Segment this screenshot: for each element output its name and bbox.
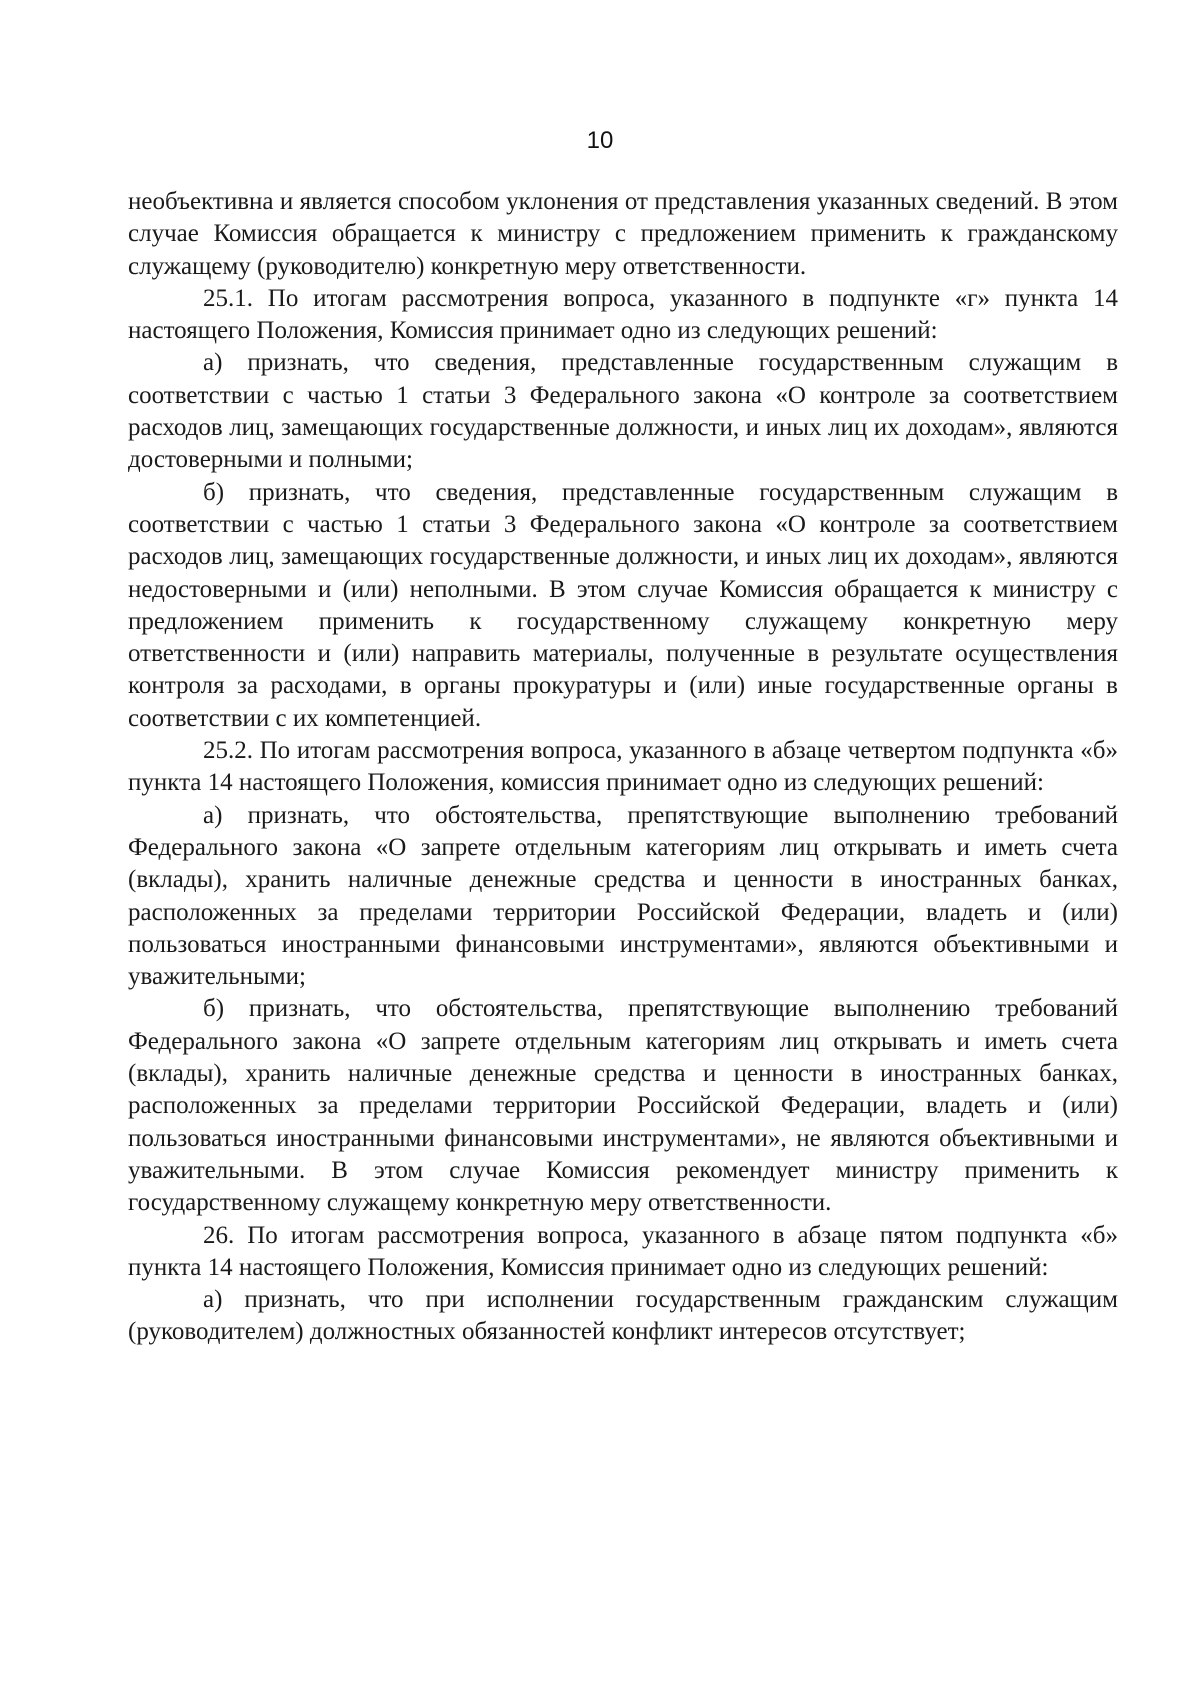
paragraph-25-1-b: б) признать, что сведения, представленные государственным служащим в соответствии с частью 1 статьи 3 Федерального закона «О контроле за соответствием расходов лиц, замещающих государственные должности, и иных лиц их доходам», являются недостоверными и (или) неполными. В этом случае Комиссия обращается к министру с предложением применить к государственному служащему конкретную меру ответственности и (или) направить материалы, полученные в результате осуществления контроля за расходами, в органы прокуратуры и (или) иные государственные органы в соответствии с их компетенцией. <box>128 478 1118 732</box>
paragraph-continuation: необъективна и является способом уклонения от представления указанных сведений. В этом случае Комиссия обращается к министру с предложением применить к гражданскому служащему (руководителю) конкретную меру ответственности. <box>128 188 1118 280</box>
paragraph-25-2: 25.2. По итогам рассмотрения вопроса, указанного в абзаце четвертом подпункта «б» пункта 14 настоящего Положения, комиссия принимает одно из следующих решений: <box>128 737 1118 797</box>
paragraph-25-2-b: б) признать, что обстоятельства, препятствующие выполнению требований Федерального закона «О запрете отдельным категориям лиц открывать и иметь счета (вклады), хранить наличные денежные средства и ценности в иностранных банках, расположенных за пределами территории Российской Федерации, владеть и (или) пользоваться иностранными финансовыми инструментами», не являются объективными и уважительными. В этом случае Комиссия рекомендует министру применить к государственному служащему конкретную меру ответственности. <box>128 995 1118 1217</box>
paragraph-25-1: 25.1. По итогам рассмотрения вопроса, указанного в подпункте «г» пункта 14 настоящего Положения, Комиссия принимает одно из следующих решений: <box>128 284 1118 345</box>
paragraph-25-1-a: а) признать, что сведения, представленные государственным служащим в соответствии с частью 1 статьи 3 Федерального закона «О контроле за соответствием расходов лиц, замещающих государственные должности, и иных лиц их доходам», являются достоверными и полными; <box>128 349 1118 474</box>
document-body <box>128 186 1118 1349</box>
paragraph-25-2-a: а) признать, что обстоятельства, препятствующие выполнению требований Федерального закона «О запрете отдельным категориям лиц открывать и иметь счета (вклады), хранить наличные денежные средства и ценности в иностранных банках, расположенных за пределами территории Российской Федерации, владеть и (или) пользоваться иностранными финансовыми инструментами», являются объективными и уважительными; <box>128 801 1118 991</box>
paragraph-26-a: а) признать, что при исполнении государственным гражданским служащим (руководителем) должностных обязанностей конфликт интересов отсутствует; <box>128 1286 1118 1346</box>
paragraph-26: 26. По итогам рассмотрения вопроса, указанного в абзаце пятом подпункта «б» пункта 14 настоящего Положения, Комиссия принимает одно из следующих решений: <box>128 1221 1118 1281</box>
page-number: 10 <box>586 127 614 154</box>
